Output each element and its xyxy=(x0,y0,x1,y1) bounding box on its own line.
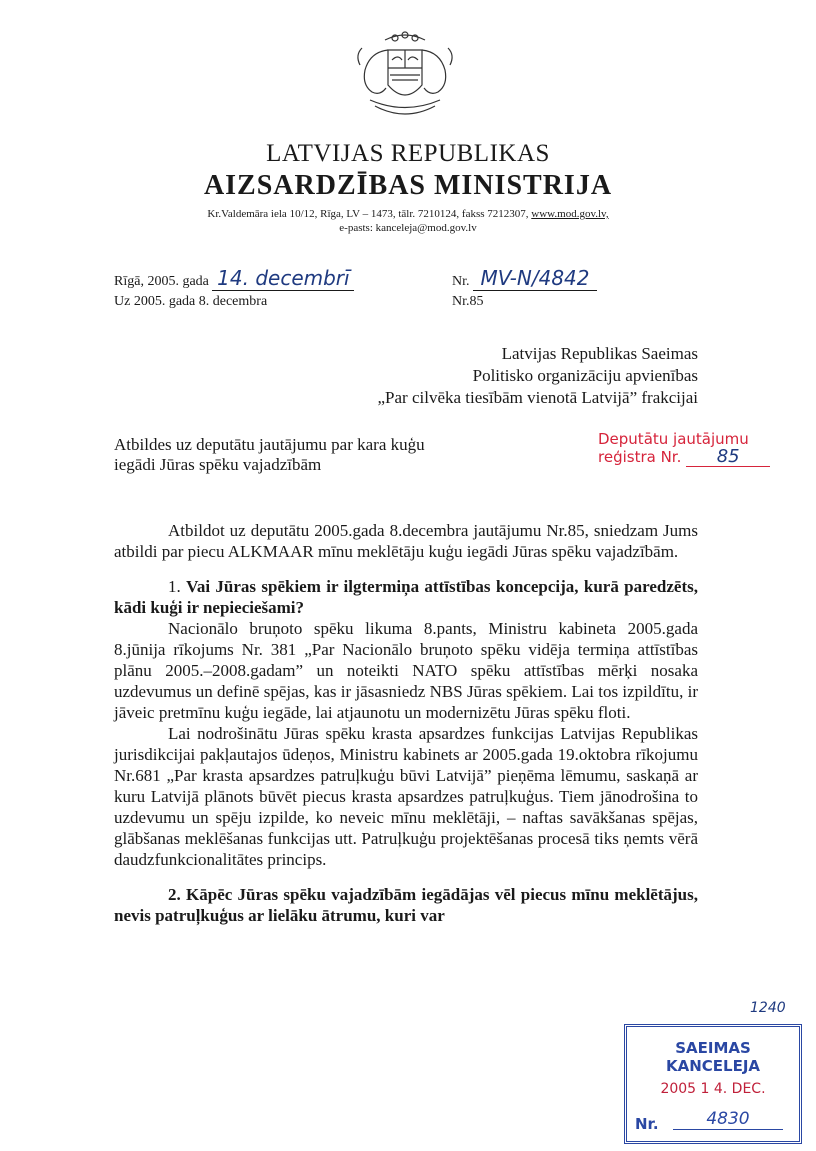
question-2-text: 2. Kāpēc Jūras spēku vajadzībām iegādājas vēl piecus mīnu meklētājus, nevis patruļkuģus ar lielāku ātrumu, kuri var xyxy=(114,885,698,925)
recipient-block xyxy=(378,343,699,409)
number-label: Nr. xyxy=(452,274,470,289)
date-prefix: Rīgā, 2005. gada xyxy=(114,274,209,289)
recipient-line: Latvijas Republikas Saeimas xyxy=(501,344,698,363)
address-text: Kr.Valdemāra iela 10/12, Rīga, LV – 1473, tālr. 7210124, fakss 7212307, xyxy=(207,208,532,220)
question-1 xyxy=(114,576,698,618)
reception-stamp-nr-label: Nr. xyxy=(635,1115,659,1133)
reception-stamp xyxy=(624,1024,802,1144)
question-1-number: 1. xyxy=(168,577,187,596)
recipient-line: „Par cilvēka tiesībām vienotā Latvijā” frakcijai xyxy=(377,388,698,407)
question-2 xyxy=(114,884,698,926)
reply-number: Nr.85 xyxy=(452,294,484,309)
number-line xyxy=(452,266,597,291)
subject-block xyxy=(114,435,425,475)
answer-1-paragraph-1: Nacionālo bruņoto spēku likuma 8.pants, Ministru kabineta 2005.gada 8.jūnija rīkojums Nr. 381 „Par Nacionālo bruņoto spēku vidēja termiņa attīstības plānu 2005.–2008.gadam” un noteikti NATO spēku attīstības mērķi nosaka uzdevumus un definē spējas, kas ir jāsasniedz NBS Jūras spēkiem. Lai tos izpildītu, ir jāveic pretmīnu kuģu iegāde, lai atjaunotu un modernizētu Jūras spēku floti. xyxy=(114,619,698,722)
ministry-heading: AIZSARDZĪBAS MINISTRIJA xyxy=(203,170,613,201)
republic-heading: LATVIJAS REPUBLIKAS xyxy=(266,140,550,167)
registry-stamp-line2 xyxy=(598,448,770,467)
subject-line: Atbildes uz deputātu jautājumu par kara kuģu xyxy=(114,435,425,454)
ministry-address xyxy=(0,208,816,220)
reception-stamp-nr-value: 4830 xyxy=(673,1109,783,1130)
website-link[interactable]: www.mod.gov.lv, xyxy=(531,208,609,220)
coat-of-arms-icon xyxy=(340,30,470,130)
registry-label: reģistra Nr. xyxy=(598,448,682,466)
date-line xyxy=(114,266,354,291)
registry-stamp xyxy=(598,430,770,467)
reception-stamp-title: SAEIMAS KANCELEJA xyxy=(665,1039,761,1075)
ministry-email: e-pasts: kanceleja@mod.gov.lv xyxy=(339,222,477,234)
reception-stamp-date: 2005 1 4. DEC. xyxy=(660,1081,766,1097)
recipient-line: Politisko organizāciju apvienības xyxy=(472,366,698,385)
intro-paragraph: Atbildot uz deputātu 2005.gada 8.decembra jautājumu Nr.85, sniedzam Jums atbildi par piecu ALKMAAR mīnu meklētāju kuģu iegādi Jūras spēku vajadzībām. xyxy=(114,521,698,561)
question-1-text: Vai Jūras spēkiem ir ilgtermiņa attīstības koncepcija, kurā paredzēts, kādi kuģi ir nepieciešami? xyxy=(114,577,698,617)
registry-stamp-line1: Deputātu jautājumu xyxy=(598,430,749,448)
reply-to: Uz 2005. gada 8. decembra xyxy=(114,294,268,309)
letter-body xyxy=(114,520,698,926)
handwritten-number: MV-N/4842 xyxy=(473,266,597,291)
registry-number: 85 xyxy=(686,448,770,467)
handwritten-date: 14. decembrī xyxy=(212,266,354,291)
subject-line: iegādi Jūras spēku vajadzībām xyxy=(114,455,322,474)
corner-handwritten-note: 1240 xyxy=(750,1000,786,1016)
answer-1-paragraph-2: Lai nodrošinātu Jūras spēku krasta apsardzes funkcijas Latvijas Republikas jurisdikcijai pakļautajos ūdeņos, Ministru kabinets ar 2005.gada 19.oktobra rīkojumu Nr.681 „Par krasta apsardzes patruļkuģu būvi Latvijā” pieņēma lēmumu, saskaņā ar kuru Latvijā plānots būvēt piecus krasta apsardzes patruļkuģus. Tiem jānodrošina to uzdevumu un spēju izpilde, ko neveic mīnu meklētāji, – naftas savākšanas spējas, glābšanas meklēšanas funkcijas utt. Patruļkuģu projektēšanas procesā tiks ņemts vērā daudzfunkcionalitātes princips. xyxy=(114,724,698,869)
